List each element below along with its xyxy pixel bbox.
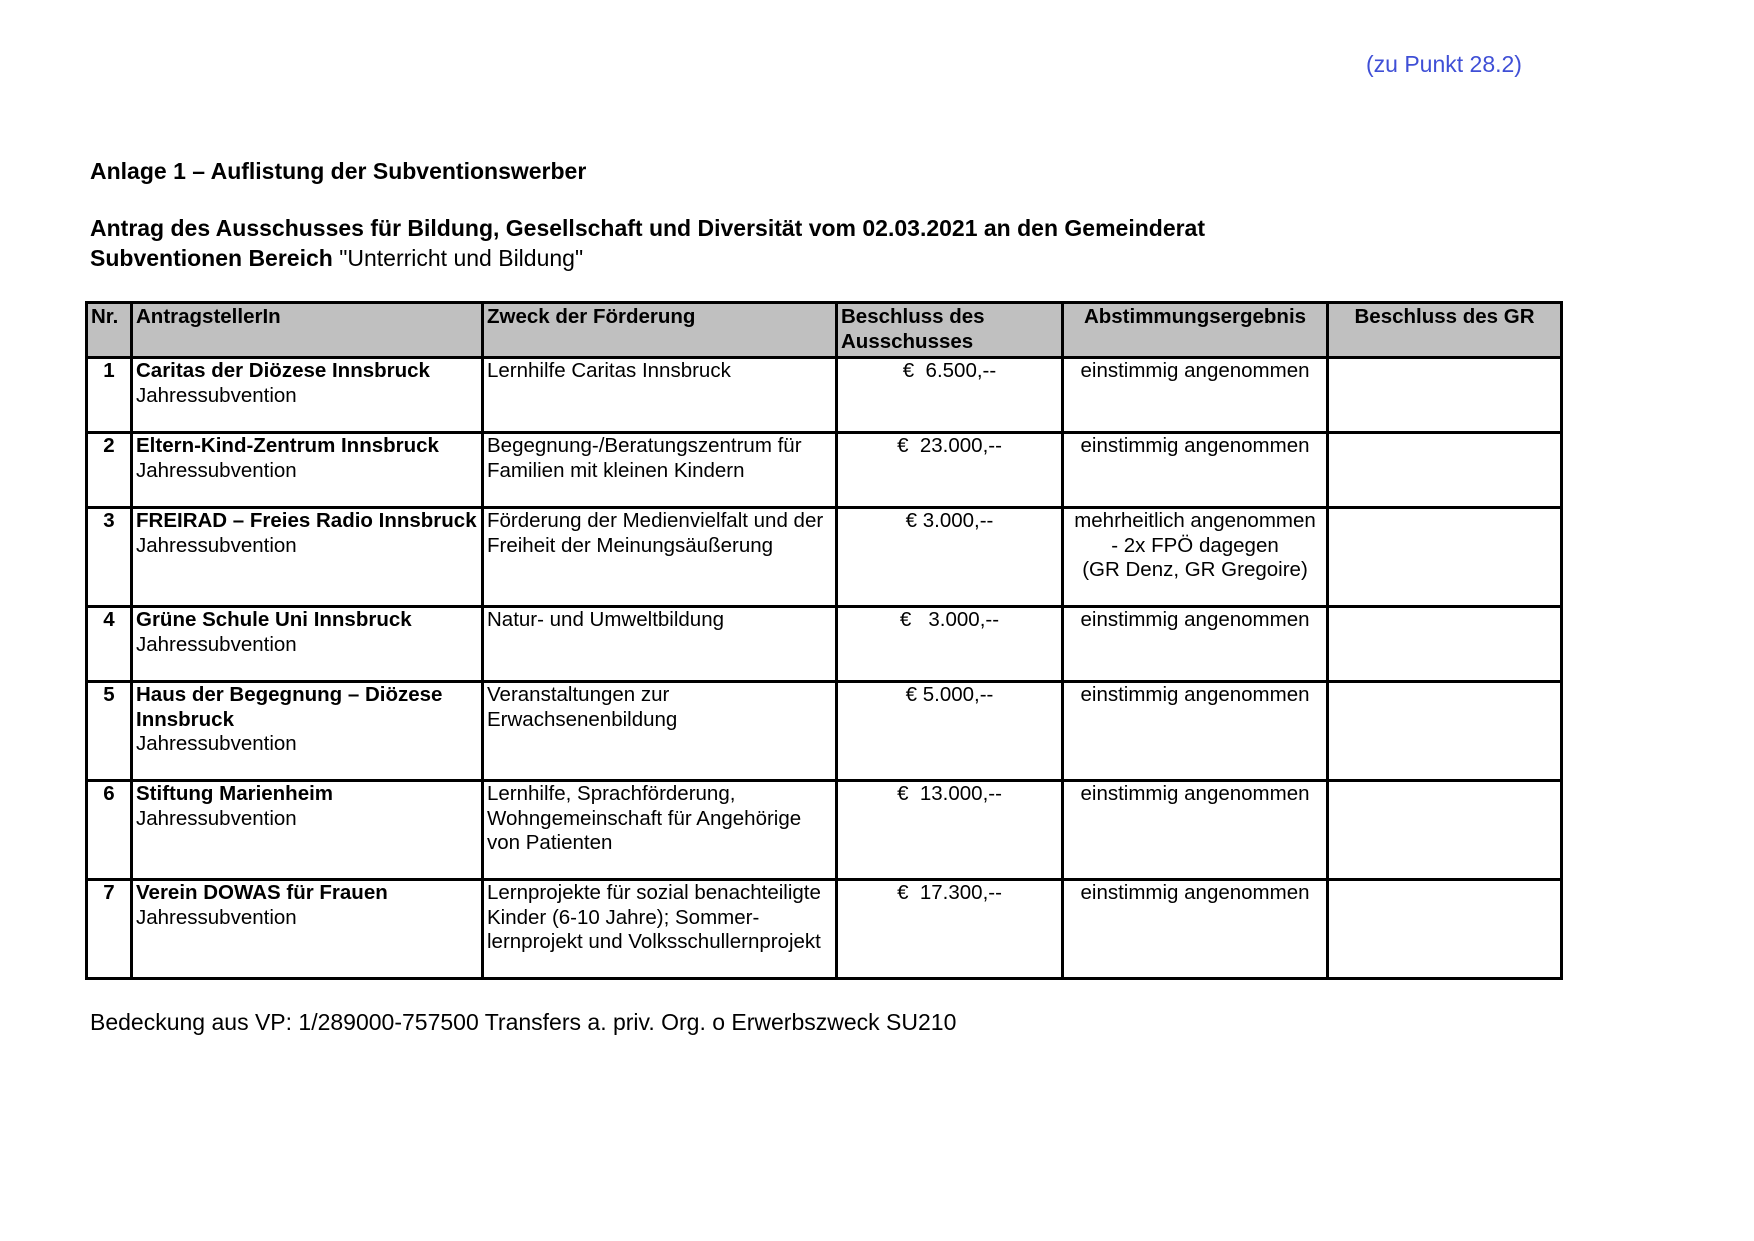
header-committee-decision: Beschluss des Ausschusses (837, 303, 1063, 358)
table-row (87, 433, 1562, 508)
header-nr: Nr. (87, 303, 132, 358)
council-decision-cell (1328, 358, 1562, 433)
vote-cell: einstimmig angenommen (1063, 781, 1328, 880)
subsidy-area-label: Subventionen Bereich (90, 245, 333, 271)
table-row (87, 508, 1562, 607)
motion-heading: Antrag des Ausschusses für Bildung, Gesellschaft und Diversität vom 02.03.2021 an den Gemeinderat (90, 215, 1206, 241)
purpose-cell: Lernhilfe Caritas Innsbruck (483, 358, 837, 433)
row-number: 1 (87, 358, 132, 433)
table-row (87, 682, 1562, 781)
applicant-cell (132, 880, 483, 979)
purpose-cell: Förderung der Medienvielfalt und der Freiheit der Meinungsäußerung (483, 508, 837, 607)
council-decision-cell (1328, 433, 1562, 508)
amount-cell: € 6.500,-- (837, 358, 1063, 433)
row-number: 5 (87, 682, 132, 781)
purpose-cell: Lernprojekte für sozial benachteiligte Kinder (6-10 Jahre); Sommer-lernprojekt und Volksschullernprojekt (483, 880, 837, 979)
header-council-decision: Beschluss des GR (1328, 303, 1562, 358)
header-purpose: Zweck der Förderung (483, 303, 837, 358)
subsidy-type: Jahressubvention (136, 732, 297, 755)
council-decision-cell (1328, 508, 1562, 607)
applicant-name: Grüne Schule Uni Innsbruck (136, 608, 412, 631)
subsidy-type: Jahressubvention (136, 458, 297, 482)
applicant-cell (132, 607, 483, 682)
vote-cell: mehrheitlich angenommen - 2x FPÖ dagegen (GR Denz, GR Gregoire) (1063, 508, 1328, 607)
amount-cell: € 23.000,-- (837, 433, 1063, 508)
row-number: 6 (87, 781, 132, 880)
vote-cell: einstimmig angenommen (1063, 607, 1328, 682)
applicant-name: Haus der Begegnung – Diözese Innsbruck (136, 683, 443, 731)
subsidy-type: Jahressubvention (136, 632, 297, 656)
row-number: 7 (87, 880, 132, 979)
table-row (87, 781, 1562, 880)
purpose-cell: Veranstaltungen zur Erwachsenenbildung (483, 682, 837, 781)
applicant-cell (132, 508, 483, 607)
header-vote-result: Abstimmungsergebnis (1063, 303, 1328, 358)
subsidy-type: Jahressubvention (136, 905, 297, 929)
vote-cell: einstimmig angenommen (1063, 880, 1328, 979)
applicant-name: Caritas der Diözese Innsbruck (136, 359, 430, 382)
header-applicant: AntragstellerIn (132, 303, 483, 358)
row-number: 2 (87, 433, 132, 508)
table-row (87, 880, 1562, 979)
table-header-row (87, 303, 1562, 358)
council-decision-cell (1328, 880, 1562, 979)
applicant-name: FREIRAD – Freies Radio Innsbruck (136, 509, 477, 532)
amount-cell: € 13.000,-- (837, 781, 1063, 880)
subsidy-area-heading (90, 245, 583, 272)
purpose-cell: Natur- und Umweltbildung (483, 607, 837, 682)
amount-cell: € 3.000,-- (837, 508, 1063, 607)
applicant-name: Eltern-Kind-Zentrum Innsbruck (136, 434, 439, 457)
subsidy-table (85, 301, 1563, 980)
applicant-cell (132, 682, 483, 781)
row-number: 4 (87, 607, 132, 682)
purpose-cell: Begegnung-/Beratungszentrum für Familien mit kleinen Kindern (483, 433, 837, 508)
applicant-cell (132, 433, 483, 508)
amount-cell: € 5.000,-- (837, 682, 1063, 781)
purpose-cell: Lernhilfe, Sprachförderung, Wohngemeinschaft für Angehörige von Patienten (483, 781, 837, 880)
vote-cell: einstimmig angenommen (1063, 358, 1328, 433)
vote-cell: einstimmig angenommen (1063, 682, 1328, 781)
council-decision-cell (1328, 682, 1562, 781)
subsidy-type: Jahressubvention (136, 383, 297, 407)
subsidy-area-value: "Unterricht und Bildung" (339, 245, 584, 271)
council-decision-cell (1328, 781, 1562, 880)
subsidy-type: Jahressubvention (136, 533, 297, 557)
table-row (87, 607, 1562, 682)
reference-note: (zu Punkt 28.2) (1366, 51, 1522, 77)
budget-coverage-note: Bedeckung aus VP: 1/289000-757500 Transfers a. priv. Org. o Erwerbszweck SU210 (90, 1009, 957, 1035)
table-row (87, 358, 1562, 433)
applicant-name: Stiftung Marienheim (136, 782, 334, 805)
subsidy-type: Jahressubvention (136, 806, 297, 830)
applicant-name: Verein DOWAS für Frauen (136, 881, 388, 904)
amount-cell: € 17.300,-- (837, 880, 1063, 979)
applicant-cell (132, 358, 483, 433)
applicant-cell (132, 781, 483, 880)
vote-cell: einstimmig angenommen (1063, 433, 1328, 508)
amount-cell: € 3.000,-- (837, 607, 1063, 682)
row-number: 3 (87, 508, 132, 607)
attachment-heading: Anlage 1 – Auflistung der Subventionswerber (90, 158, 587, 184)
council-decision-cell (1328, 607, 1562, 682)
